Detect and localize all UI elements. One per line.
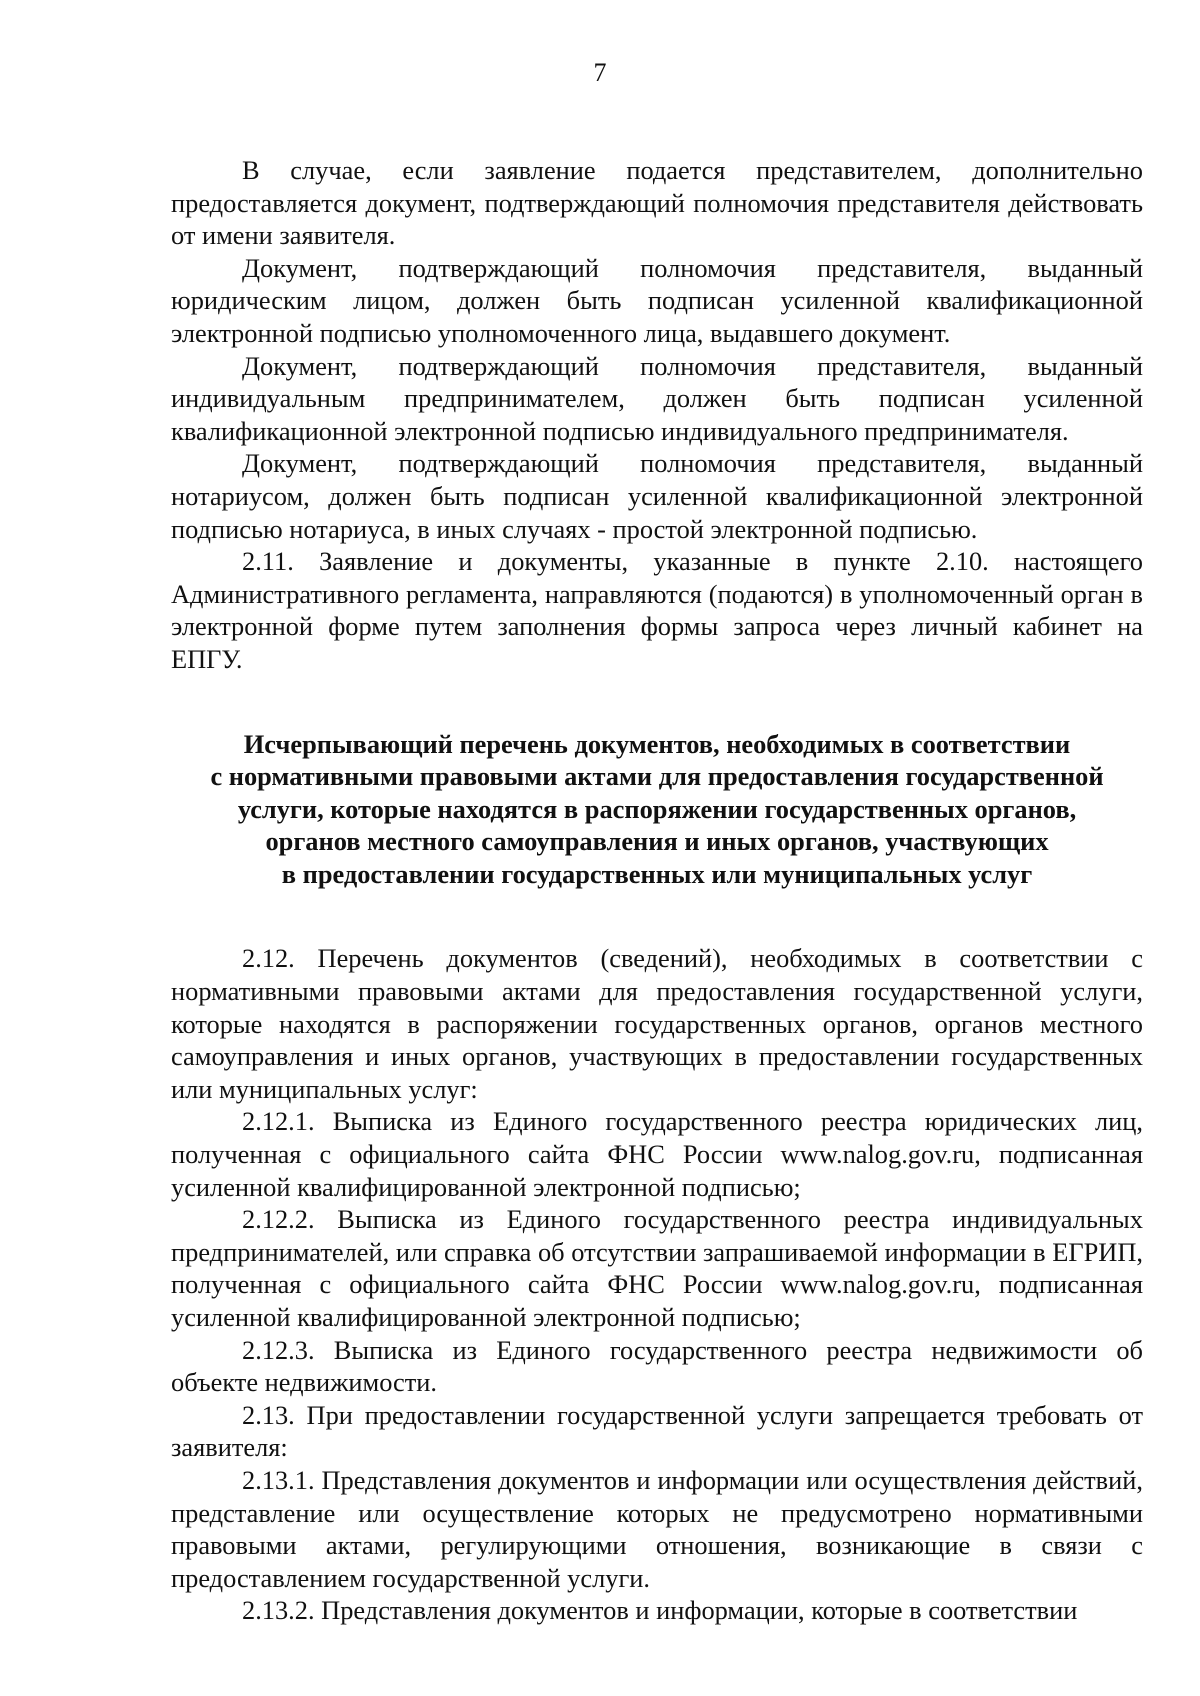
paragraph: 2.13. При предоставлении государственной услуги запрещается требовать от заявителя: [171, 1399, 1143, 1463]
paragraph: 2.13.2. Представления документов и информации, которые в соответствии [242, 1595, 1078, 1626]
paragraph: В случае, если заявление подается представителем, дополнительно предоставляется документ, подтверждающий полномочия представителя действовать от имени заявителя. [171, 155, 1143, 251]
paragraph: Документ, подтверждающий полномочия представителя, выданный нотариусом, должен быть подписан усиленной квалификационной электронной подписью нотариуса, в иных случаях - простой электронной подписью. [171, 448, 1143, 544]
paragraph: 2.12.2. Выписка из Единого государственного реестра индивидуальных предпринимателей, или справка об отсутствии запрашиваемой информации в ЕГРИП, полученная с официального сайта ФНС России www.nalog.gov.ru, подписанная усиленной квалифицированной электронной подписью; [171, 1204, 1143, 1332]
document-body [171, 154, 1143, 1627]
paragraph: Документ, подтверждающий полномочия представителя, выданный индивидуальным предпринимателем, должен быть подписан усиленной квалификационной электронной подписью индивидуального предпринимателя. [171, 350, 1143, 446]
heading-line: органов местного самоуправления и иных органов, участвующих [265, 826, 1049, 857]
section-heading [171, 728, 1143, 891]
paragraph: 2.12.3. Выписка из Единого государственного реестра недвижимости об объекте недвижимости. [171, 1334, 1143, 1398]
page-number: 7 [593, 58, 607, 87]
heading-line: с нормативными правовыми актами для предоставления государственной [210, 761, 1104, 792]
heading-line: Исчерпывающий перечень документов, необходимых в соответствии [243, 728, 1071, 759]
heading-line: в предоставлении государственных или муниципальных услуг [281, 858, 1033, 889]
paragraph: 2.13.1. Представления документов и информации или осуществления действий, представление или осуществление которых не предусмотрено нормативными правовыми актами, регулирующими отношения, возникающие в связи с предоставлением государственной услуги. [171, 1464, 1143, 1593]
paragraph: 2.11. Заявление и документы, указанные в пункте 2.10. настоящего Административного регламента, направляются (подаются) в уполномоченный орган в электронной форме путем заполнения формы запроса через личный кабинет на ЕПГУ. [171, 546, 1143, 674]
paragraph: 2.12. Перечень документов (сведений), необходимых в соответствии с нормативными правовыми актами для предоставления государственной услуги, которые находятся в распоряжении государственных органов, органов местного самоуправления и иных органов, участвующих в предоставлении государственных или муниципальных услуг: [171, 943, 1143, 1104]
heading-line: услуги, которые находятся в распоряжении государственных органов, [237, 793, 1077, 824]
paragraph: 2.12.1. Выписка из Единого государственного реестра юридических лиц, полученная с официального сайта ФНС России www.nalog.gov.ru, подписанная усиленной квалифицированной электронной подписью; [171, 1106, 1143, 1202]
paragraph: Документ, подтверждающий полномочия представителя, выданный юридическим лицом, должен быть подписан усиленной квалификационной электронной подписью уполномоченного лица, выдавшего документ. [171, 252, 1143, 348]
